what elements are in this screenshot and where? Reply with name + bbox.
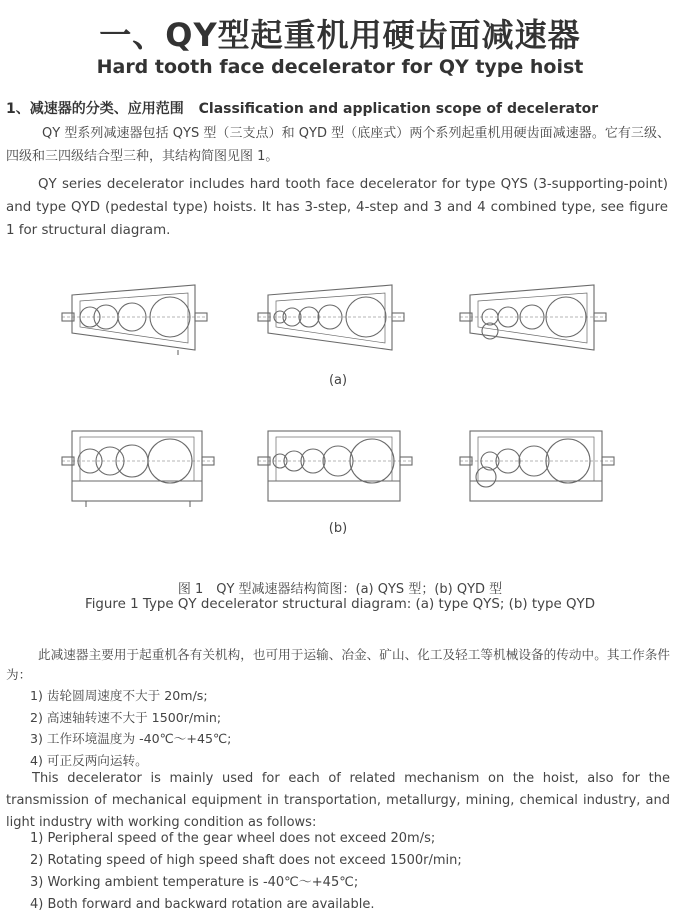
conditions-list-cn xyxy=(30,685,650,771)
list-item: 1) 齿轮圆周速度不大于 20m/s; xyxy=(30,688,208,703)
conditions-list-en xyxy=(30,828,650,916)
figure-label-b: (b) xyxy=(328,521,348,536)
qys-3-step-diagram xyxy=(62,285,207,355)
section-heading-en: Classification and application scope of decelerator xyxy=(198,101,599,117)
qyd-4-step-diagram xyxy=(258,431,412,501)
qyd-combined-diagram xyxy=(460,431,614,501)
list-item: 4) Both forward and backward rotation are available. xyxy=(30,897,375,912)
intro-paragraph-cn: QY 型系列减速器包括 QYS 型（三支点）和 QYD 型（底座式）两个系列起重机用硬齿面减速器。它有三级、四级和三四级结合型三种，其结构简图见图 1。 xyxy=(6,126,670,164)
intro-paragraph-en: QY series decelerator includes hard tooth face decelerator for type QYS (3-supporting-point) and type QYD (pedestal type) hoists. It has 3-step, 4-step and 3 and 4 combined type, see figure 1 for structural diagram. xyxy=(6,177,668,238)
structural-diagram-figure xyxy=(0,255,680,555)
list-item: 1) Peripheral speed of the gear wheel does not exceed 20m/s; xyxy=(30,831,436,846)
page-title-en: Hard tooth face decelerator for QY type hoist xyxy=(96,56,584,78)
list-item: 3) 工作环境温度为 -40℃～+45℃; xyxy=(30,731,232,746)
qys-4-step-diagram xyxy=(258,285,404,350)
list-item: 3) Working ambient temperature is -40℃～+45℃; xyxy=(30,875,359,890)
section-heading-cn: 1、减速器的分类、应用范围 xyxy=(6,101,184,117)
figure-caption-cn: 图 1 QY 型减速器结构简图：(a) QYS 型；(b) QYD 型 xyxy=(177,582,503,597)
gearbox-diagrams xyxy=(0,255,680,555)
usage-paragraph-en: This decelerator is mainly used for each of related mechanism on the hoist, also for the transmission of mechanical equipment in transportation, metallurgy, mining, chemical industry, and light industry with working condition as follows: xyxy=(6,771,670,830)
page-title-cn: 一、QY型起重机用硬齿面减速器 xyxy=(99,16,581,54)
figure-caption-en: Figure 1 Type QY decelerator structural diagram: (a) type QYS; (b) type QYD xyxy=(84,597,596,612)
list-item: 4) 可正反两向运转。 xyxy=(30,752,148,768)
section-heading xyxy=(6,98,676,118)
qyd-3-step-diagram xyxy=(62,431,214,507)
qys-combined-diagram xyxy=(460,285,606,350)
usage-paragraph-cn: 此减速器主要用于起重机各有关机构，也可用于运输、冶金、矿山、化工及轻工等机械设备的传动中。其工作条件为： xyxy=(6,647,670,682)
list-item: 2) Rotating speed of high speed shaft does not exceed 1500r/min; xyxy=(30,853,462,868)
figure-label-a: (a) xyxy=(328,373,348,388)
list-item: 2) 高速轴转速不大于 1500r/min; xyxy=(30,709,222,725)
